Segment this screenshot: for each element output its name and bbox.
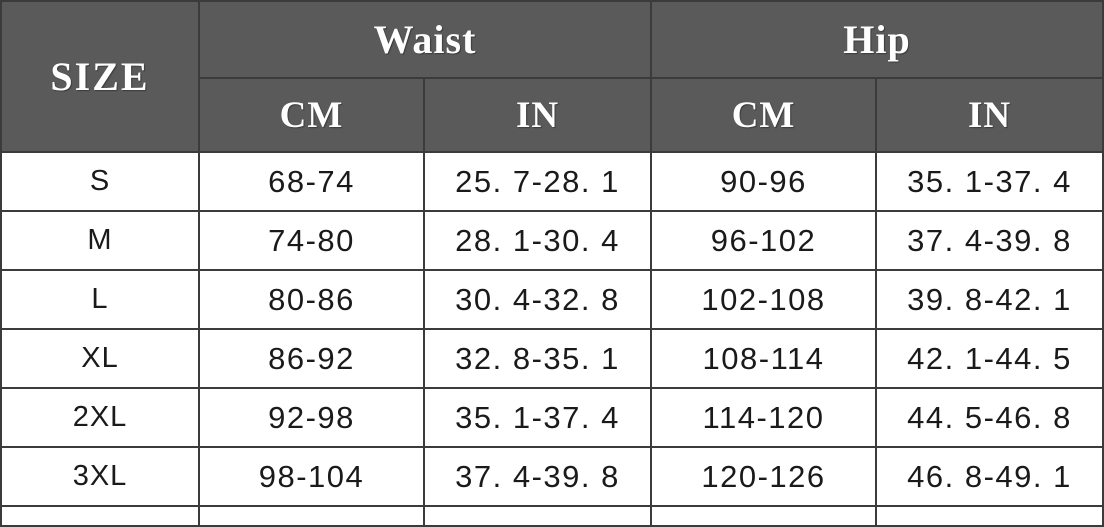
table-body xyxy=(1,152,1103,526)
cell-size: XL xyxy=(1,329,199,388)
cell-hip-in: 46. 8-49. 1 xyxy=(876,447,1103,506)
header-row-groups xyxy=(1,1,1103,78)
cell-partial xyxy=(1,506,199,526)
table-header xyxy=(1,1,1103,152)
cell-size: 3XL xyxy=(1,447,199,506)
cell-partial xyxy=(651,506,876,526)
cell-hip-in: 37. 4-39. 8 xyxy=(876,211,1103,270)
header-group-waist: Waist xyxy=(199,1,651,78)
header-hip-in: IN xyxy=(876,78,1103,152)
cell-waist-in: 35. 1-37. 4 xyxy=(424,388,651,447)
cell-waist-in: 37. 4-39. 8 xyxy=(424,447,651,506)
cell-partial xyxy=(876,506,1103,526)
table-row xyxy=(1,211,1103,270)
cell-partial xyxy=(424,506,651,526)
table-row-partial xyxy=(1,506,1103,526)
cell-size: L xyxy=(1,270,199,329)
cell-waist-cm: 74-80 xyxy=(199,211,424,270)
cell-hip-cm: 90-96 xyxy=(651,152,876,211)
cell-partial xyxy=(199,506,424,526)
table-row xyxy=(1,447,1103,506)
header-size: SIZE xyxy=(1,1,199,152)
cell-size: M xyxy=(1,211,199,270)
header-waist-cm: CM xyxy=(199,78,424,152)
cell-hip-cm: 120-126 xyxy=(651,447,876,506)
cell-waist-in: 30. 4-32. 8 xyxy=(424,270,651,329)
table-row xyxy=(1,152,1103,211)
cell-size: 2XL xyxy=(1,388,199,447)
cell-waist-cm: 92-98 xyxy=(199,388,424,447)
table-row xyxy=(1,329,1103,388)
table-row xyxy=(1,388,1103,447)
cell-hip-cm: 102-108 xyxy=(651,270,876,329)
header-waist-in: IN xyxy=(424,78,651,152)
cell-hip-in: 42. 1-44. 5 xyxy=(876,329,1103,388)
cell-waist-cm: 98-104 xyxy=(199,447,424,506)
table-row xyxy=(1,270,1103,329)
cell-waist-cm: 86-92 xyxy=(199,329,424,388)
cell-hip-in: 44. 5-46. 8 xyxy=(876,388,1103,447)
cell-hip-in: 39. 8-42. 1 xyxy=(876,270,1103,329)
cell-hip-cm: 114-120 xyxy=(651,388,876,447)
cell-waist-in: 25. 7-28. 1 xyxy=(424,152,651,211)
cell-waist-cm: 80-86 xyxy=(199,270,424,329)
cell-waist-in: 28. 1-30. 4 xyxy=(424,211,651,270)
cell-hip-cm: 108-114 xyxy=(651,329,876,388)
header-hip-cm: CM xyxy=(651,78,876,152)
cell-hip-cm: 96-102 xyxy=(651,211,876,270)
cell-waist-cm: 68-74 xyxy=(199,152,424,211)
cell-waist-in: 32. 8-35. 1 xyxy=(424,329,651,388)
cell-hip-in: 35. 1-37. 4 xyxy=(876,152,1103,211)
cell-size: S xyxy=(1,152,199,211)
header-group-hip: Hip xyxy=(651,1,1103,78)
